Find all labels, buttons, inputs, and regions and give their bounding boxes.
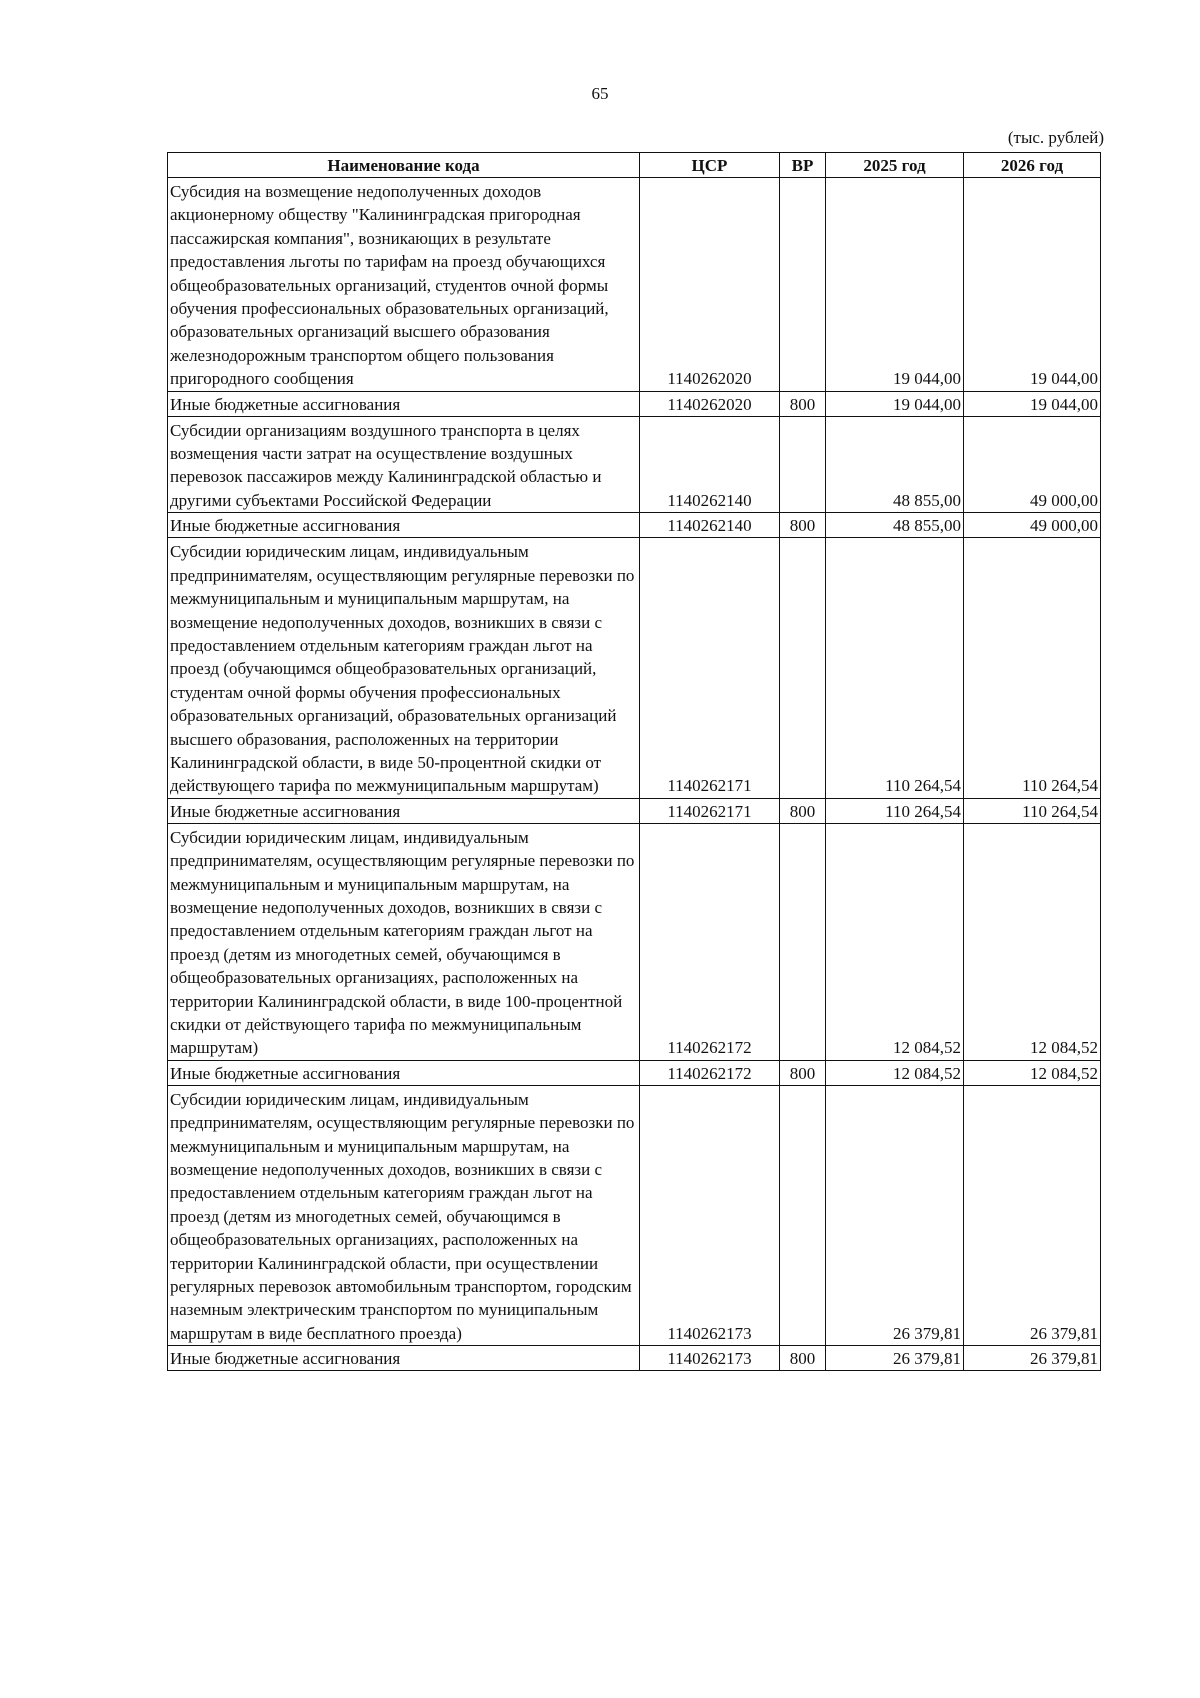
cell-2025: 110 264,54 bbox=[826, 798, 964, 823]
cell-csr: 1140262140 bbox=[640, 513, 780, 538]
cell-2026: 110 264,54 bbox=[964, 538, 1101, 798]
cell-name: Иные бюджетные ассигнования bbox=[168, 1346, 640, 1371]
table-row bbox=[168, 178, 1101, 392]
cell-2026: 26 379,81 bbox=[964, 1346, 1101, 1371]
cell-2026: 49 000,00 bbox=[964, 513, 1101, 538]
header-csr: ЦСР bbox=[640, 153, 780, 178]
cell-name: Иные бюджетные ассигнования bbox=[168, 1060, 640, 1085]
cell-2026: 49 000,00 bbox=[964, 416, 1101, 513]
cell-csr: 1140262020 bbox=[640, 391, 780, 416]
cell-name: Иные бюджетные ассигнования bbox=[168, 391, 640, 416]
cell-csr: 1140262172 bbox=[640, 823, 780, 1060]
header-2026: 2026 год bbox=[964, 153, 1101, 178]
cell-vr bbox=[780, 1085, 826, 1345]
cell-2025: 19 044,00 bbox=[826, 391, 964, 416]
table-row bbox=[168, 1060, 1101, 1085]
cell-2026: 26 379,81 bbox=[964, 1085, 1101, 1345]
cell-2025: 110 264,54 bbox=[826, 538, 964, 798]
cell-2026: 110 264,54 bbox=[964, 798, 1101, 823]
cell-2025: 48 855,00 bbox=[826, 513, 964, 538]
cell-2026: 12 084,52 bbox=[964, 823, 1101, 1060]
cell-2026: 19 044,00 bbox=[964, 391, 1101, 416]
cell-name: Субсидия на возмещение недополученных доходов акционерному обществу "Калининградская пригородная пассажирская компания", возникающих в результате предоставления льготы по тарифам на проезд обучающихся общеобразовательных организаций, студентов очной формы обучения профессиональных образовательных организаций, образовательных организаций высшего образования железнодорожным транспортом общего пользования пригородного сообщения bbox=[168, 178, 640, 392]
table-row bbox=[168, 1085, 1101, 1345]
cell-2025: 26 379,81 bbox=[826, 1346, 964, 1371]
cell-name: Иные бюджетные ассигнования bbox=[168, 798, 640, 823]
cell-csr: 1140262171 bbox=[640, 798, 780, 823]
cell-vr bbox=[780, 416, 826, 513]
cell-name: Иные бюджетные ассигнования bbox=[168, 513, 640, 538]
table-row bbox=[168, 538, 1101, 798]
cell-2025: 48 855,00 bbox=[826, 416, 964, 513]
cell-name: Субсидии юридическим лицам, индивидуальным предпринимателям, осуществляющим регулярные перевозки по межмуниципальным и муниципальным маршрутам, на возмещение недополученных доходов, возникших в связи с предоставлением отдельным категориям граждан льгот на проезд (детям из многодетных семей, обучающимся в общеобразовательных организациях, расположенных на территории Калининградской области, в виде 100-процентной скидки от действующего тарифа по межмуниципальным маршрутам) bbox=[168, 823, 640, 1060]
cell-vr: 800 bbox=[780, 391, 826, 416]
cell-2025: 19 044,00 bbox=[826, 178, 964, 392]
cell-vr: 800 bbox=[780, 1060, 826, 1085]
table-row bbox=[168, 513, 1101, 538]
cell-vr: 800 bbox=[780, 798, 826, 823]
cell-name: Субсидии организациям воздушного транспорта в целях возмещения части затрат на осуществление воздушных перевозок пассажиров между Калининградской областью и другими субъектами Российской Федерации bbox=[168, 416, 640, 513]
header-vr: ВР bbox=[780, 153, 826, 178]
cell-csr: 1140262172 bbox=[640, 1060, 780, 1085]
header-2025: 2025 год bbox=[826, 153, 964, 178]
cell-csr: 1140262140 bbox=[640, 416, 780, 513]
table-header-row bbox=[168, 153, 1101, 178]
cell-2025: 12 084,52 bbox=[826, 823, 964, 1060]
cell-name: Субсидии юридическим лицам, индивидуальным предпринимателям, осуществляющим регулярные перевозки по межмуниципальным и муниципальным маршрутам, на возмещение недополученных доходов, возникших в связи с предоставлением отдельным категориям граждан льгот на проезд (обучающимся общеобразовательных организаций, студентам очной формы обучения профессиональных образовательных организаций, образовательных организаций высшего образования, расположенных на территории Калининградской области, в виде 50-процентной скидки от действующего тарифа по межмуниципальным маршрутам) bbox=[168, 538, 640, 798]
budget-table bbox=[167, 152, 1101, 1371]
cell-2026: 19 044,00 bbox=[964, 178, 1101, 392]
cell-csr: 1140262171 bbox=[640, 538, 780, 798]
table-row bbox=[168, 1346, 1101, 1371]
cell-2025: 12 084,52 bbox=[826, 1060, 964, 1085]
cell-2026: 12 084,52 bbox=[964, 1060, 1101, 1085]
cell-2025: 26 379,81 bbox=[826, 1085, 964, 1345]
cell-csr: 1140262173 bbox=[640, 1085, 780, 1345]
table-row bbox=[168, 391, 1101, 416]
units-note: (тыс. рублей) bbox=[1007, 128, 1104, 147]
cell-csr: 1140262020 bbox=[640, 178, 780, 392]
cell-vr: 800 bbox=[780, 513, 826, 538]
header-name: Наименование кода bbox=[168, 153, 640, 178]
cell-vr bbox=[780, 178, 826, 392]
cell-name: Субсидии юридическим лицам, индивидуальным предпринимателям, осуществляющим регулярные перевозки по межмуниципальным и муниципальным маршрутам, на возмещение недополученных доходов, возникших в связи с предоставлением отдельным категориям граждан льгот на проезд (детям из многодетных семей, обучающимся в общеобразовательных организациях, расположенных на территории Калининградской области, при осуществлении регулярных перевозок автомобильным транспортом, городским наземным электрическим транспортом по муниципальным маршрутам в виде бесплатного проезда) bbox=[168, 1085, 640, 1345]
cell-vr: 800 bbox=[780, 1346, 826, 1371]
cell-vr bbox=[780, 823, 826, 1060]
cell-csr: 1140262173 bbox=[640, 1346, 780, 1371]
cell-vr bbox=[780, 538, 826, 798]
page-number: 65 bbox=[591, 84, 609, 103]
table-row bbox=[168, 798, 1101, 823]
table-row bbox=[168, 823, 1101, 1060]
table-row bbox=[168, 416, 1101, 513]
